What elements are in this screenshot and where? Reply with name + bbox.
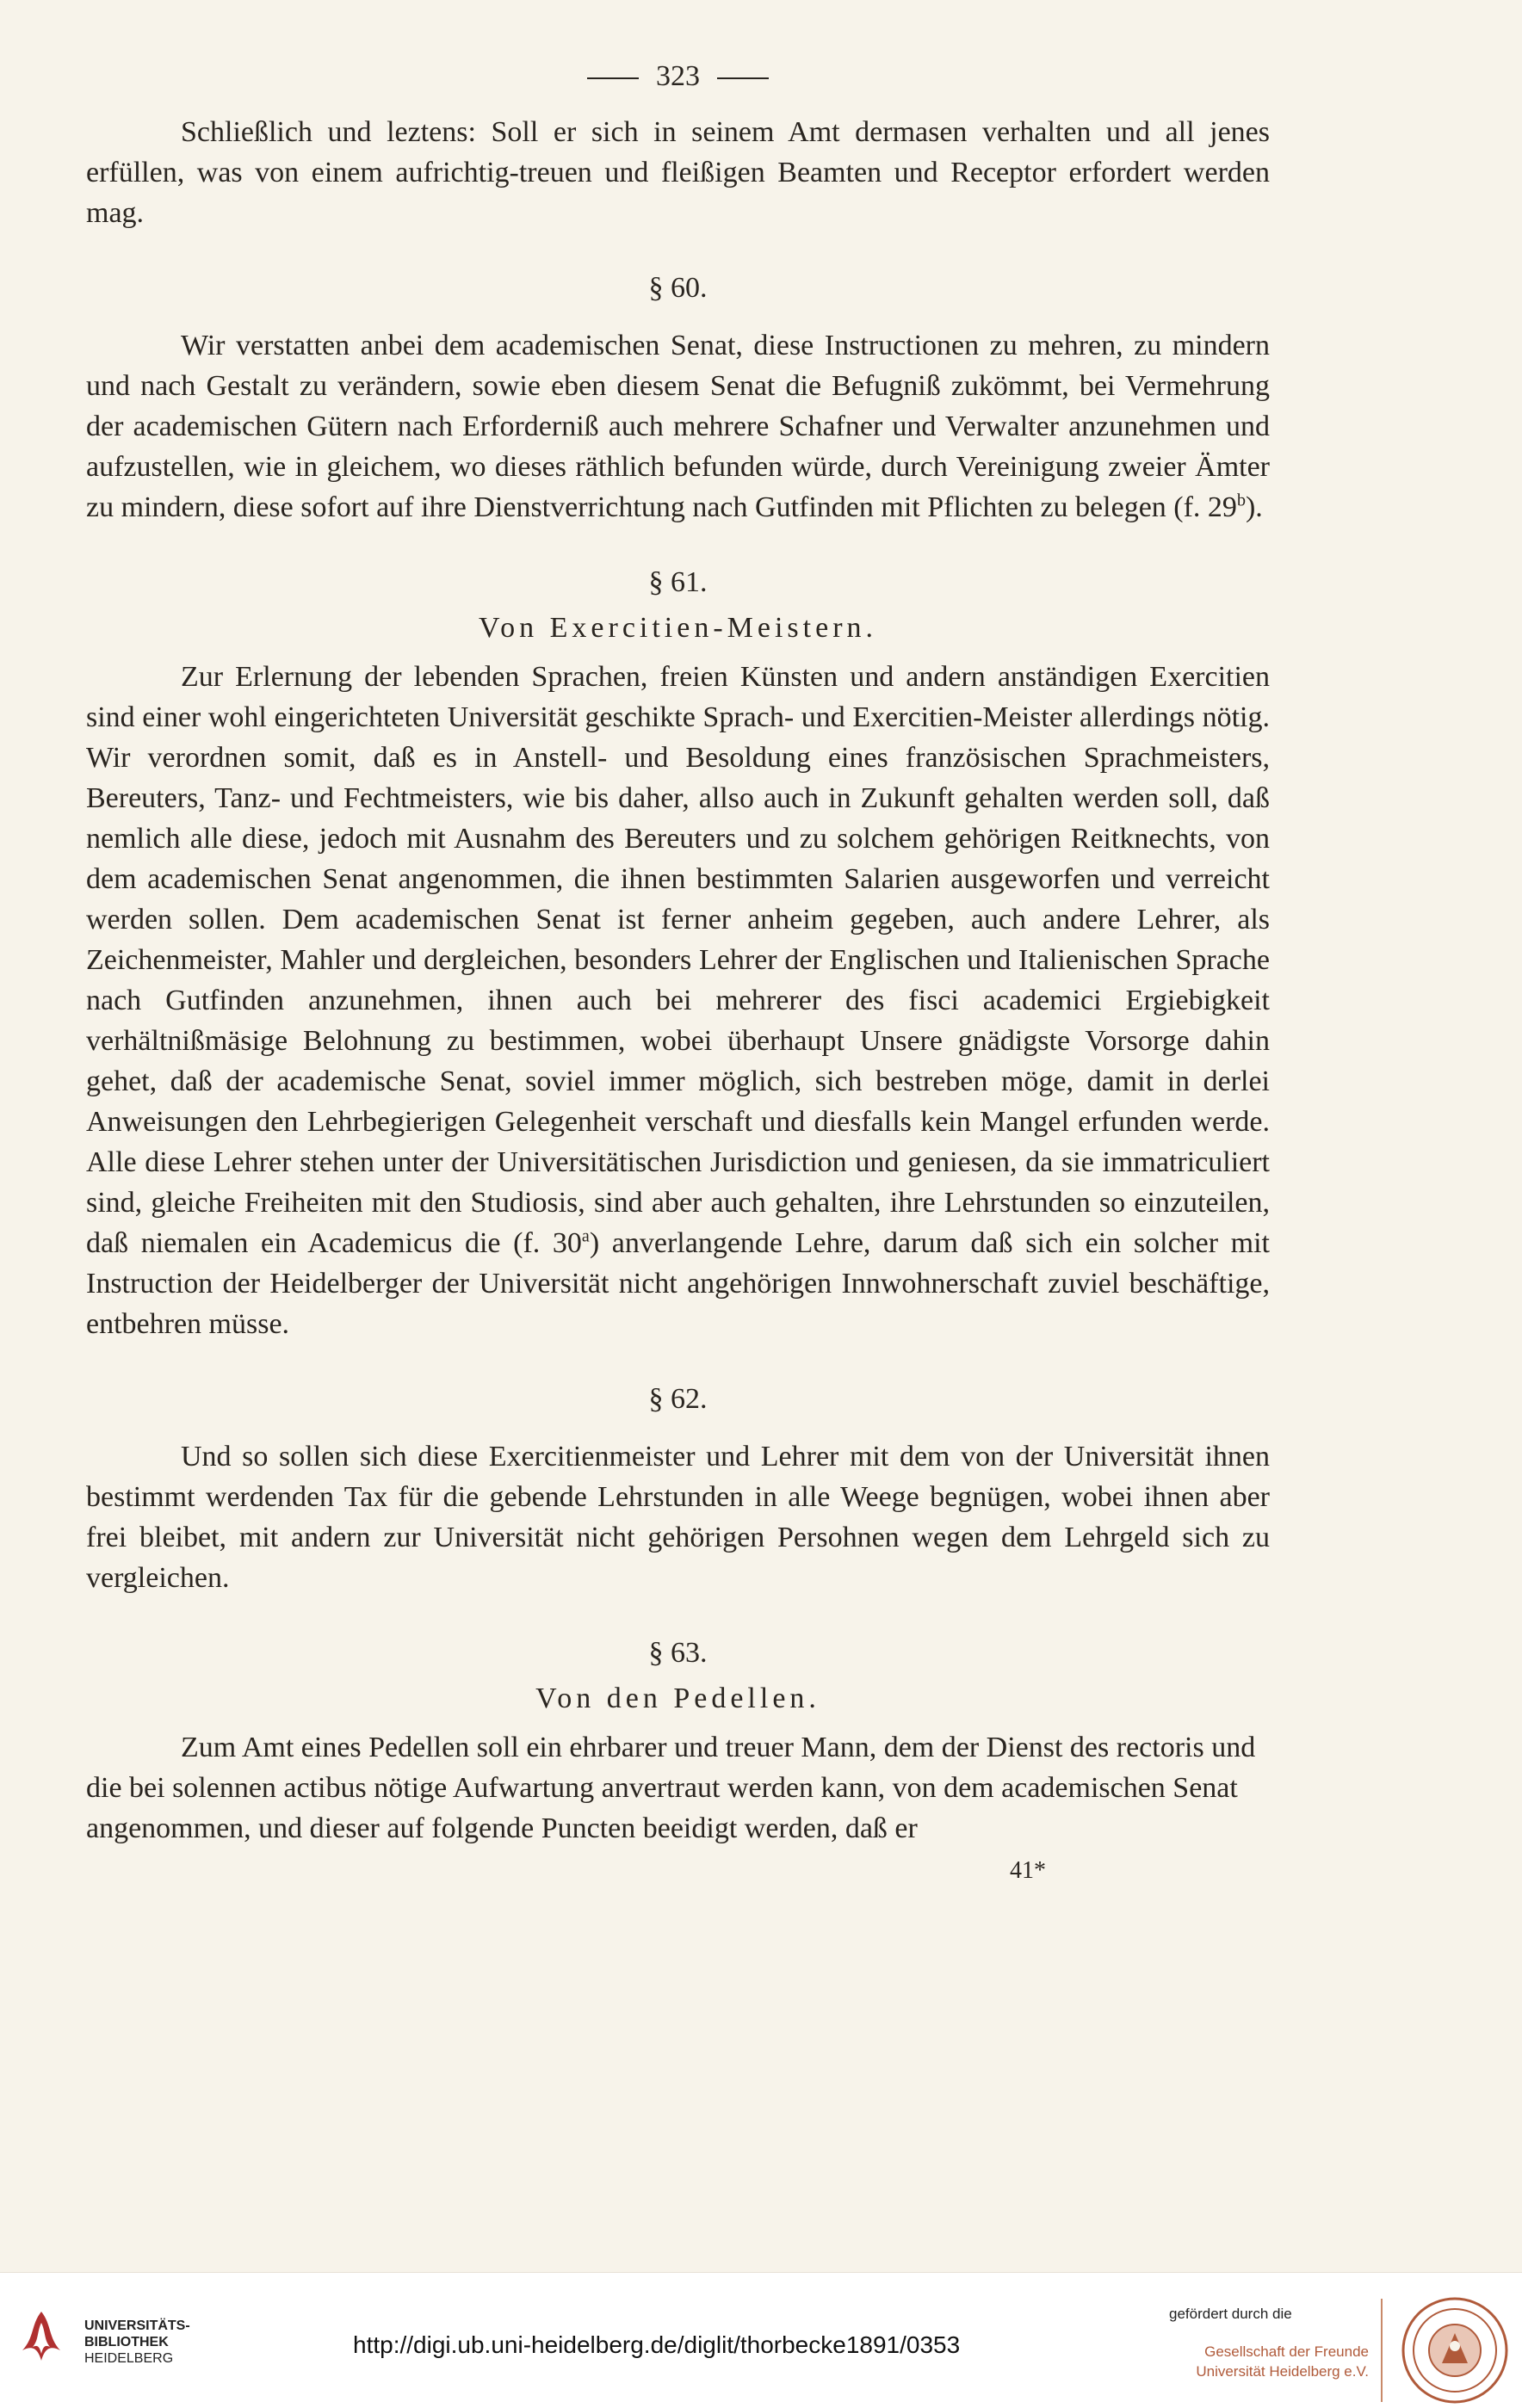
library-name-line1: UNIVERSITÄTS- (84, 2318, 190, 2333)
section-61-text-end: ) anverlangende Lehre, darum daß sich ein solcher mit Instruction der Heidelberger der Universität nicht angehörigen Innwohnerschaft zuviel beschäftige, entbehren müsse. (86, 1227, 1271, 1340)
page-number: 323 (656, 60, 700, 92)
page-number-dash-left (587, 77, 639, 79)
section-60-text-end: ). (1245, 491, 1263, 523)
sponsor-divider (1381, 2299, 1383, 2402)
section-mark-63: § 63. (648, 1637, 708, 1669)
paragraph-intro: Schließlich und leztens: Soll er sich in seinem Amt dermasen verhalten und all jenes erfüllen, was von einem aufrichtig-treuen und fleißigen Beamten und Receptor erfordert werden mag. (86, 116, 1270, 229)
library-name-line3: HEIDELBERG (84, 2351, 174, 2366)
library-logo-icon (15, 2307, 67, 2368)
page-content (86, 60, 1270, 1885)
section-mark-62: § 62. (648, 1383, 708, 1415)
page-number-row (86, 60, 1270, 93)
section-mark-60: § 60. (648, 272, 708, 304)
footer-bar (0, 2272, 1522, 2408)
page-number-dash-right (717, 77, 769, 79)
printer-signature: 41* (1010, 1857, 1046, 1884)
sponsor-name-line1: Gesellschaft der Freunde (1204, 2343, 1369, 2360)
section-heading-63: Von den Pedellen. (535, 1683, 820, 1714)
sponsor-label: gefördert durch die (1169, 2306, 1292, 2322)
section-60-text-part: Wir verstatten anbei dem academischen Senat, diese Instructionen zu mehren, zu mindern und nach Gestalt zu verändern, sowie eben diesem Senat die Befugniß zukömmt, bei Vermehrung der academischen Gütern nach Erforderniß auch mehrere Schafner und Verwalter anzunehmen und aufzustellen, wie in gleichem, wo dieses räthlich befunden würde, durch Vereinigung zweier Ämter zu mindern, diese sofort auf ihre Dienstverrichtung nach Gutfinden mit Pflichten zu belegen (f. 29 (86, 330, 1270, 523)
university-seal-icon (1399, 2294, 1511, 2406)
section-60-superscript: b (1236, 491, 1246, 510)
section-61-text-part: Zur Erlernung der lebenden Sprachen, freien Künsten und andern anständigen Exercitien sind einer wohl eingerichteten Universität geschikte Sprach- und Exercitien-Meister allerdings nötig. Wir verordnen somit, daß es in Anstell- und Besoldung eines französischen Sprachmeisters, Bereuters, Tanz- und Fechtmeisters, wie bis daher, allso auch in Zukunft gehalten werden soll, daß nemlich alle diese, jedoch mit Ausnahm des Bereuters und zu solchem gehörigen Reitknechts, von dem academischen Senat angenommen, die ihnen bestimmten Salarien ausgeworfen und verreicht werden sollen. Dem academischen Senat ist ferner anheim gegeben, auch andere Lehrer, als Zeichenmeister, Mahler und dergleichen, besonders Lehrer der Englischen und Italienischen Sprache nach Gutfinden anzunehmen, ihnen auch bei mehrerer des fisci academici Ergiebigkeit verhältnißmäsige Belohnung zu bestimmen, wobei überhaupt Unsere gnädigste Vorsorge dahin gehet, daß der academische Senat, soviel immer möglich, sich bestreben möge, damit in derlei Anweisungen den Lehrbegierigen Gelegenheit verschaft und diesfalls kein Mangel erfunden werde. Alle diese Lehrer stehen unter der Universitätischen Jurisdiction und geniesen, da sie immatriculiert sind, gleiche Freiheiten mit den Studiosis, sind aber auch gehalten, ihre Lehrstunden so einzuteilen, daß niemalen ein Academicus die (f. 30 (86, 661, 1270, 1259)
library-name-line2: BIBLIOTHEK (84, 2335, 169, 2349)
sponsor-name-line2: Universität Heidelberg e.V. (1196, 2363, 1369, 2380)
section-60-text (86, 325, 1270, 528)
section-mark-61: § 61. (648, 566, 708, 598)
section-62-text: Und so sollen sich diese Exercitienmeister und Lehrer mit dem von der Universität ihnen bestimmt werdenden Tax für die gebende Lehrstunden in alle Weege begnügen, wobei ihnen aber frei bleibet, mit andern zur Universität nicht gehörigen Persohnen wegen dem Lehrgeld sich zu vergleichen. (86, 1441, 1270, 1594)
section-63-text: Zum Amt eines Pedellen soll ein ehrbarer und treuer Mann, dem der Dienst des rectoris und die bei solennen actibus nötige Aufwartung anvertraut werden kann, von dem academischen Senat angenommen, und dieser auf folgende Puncten beeidigt werden, daß er (86, 1732, 1256, 1844)
sponsor-name (1188, 2342, 1369, 2381)
section-61-text (86, 657, 1270, 1344)
permalink-url[interactable]: http://digi.ub.uni-heidelberg.de/diglit/thorbecke1891/0353 (353, 2331, 961, 2358)
section-heading-61: Von Exercitien-Meistern. (478, 612, 878, 644)
section-61-superscript: a (581, 1226, 590, 1246)
library-name (84, 2318, 190, 2367)
